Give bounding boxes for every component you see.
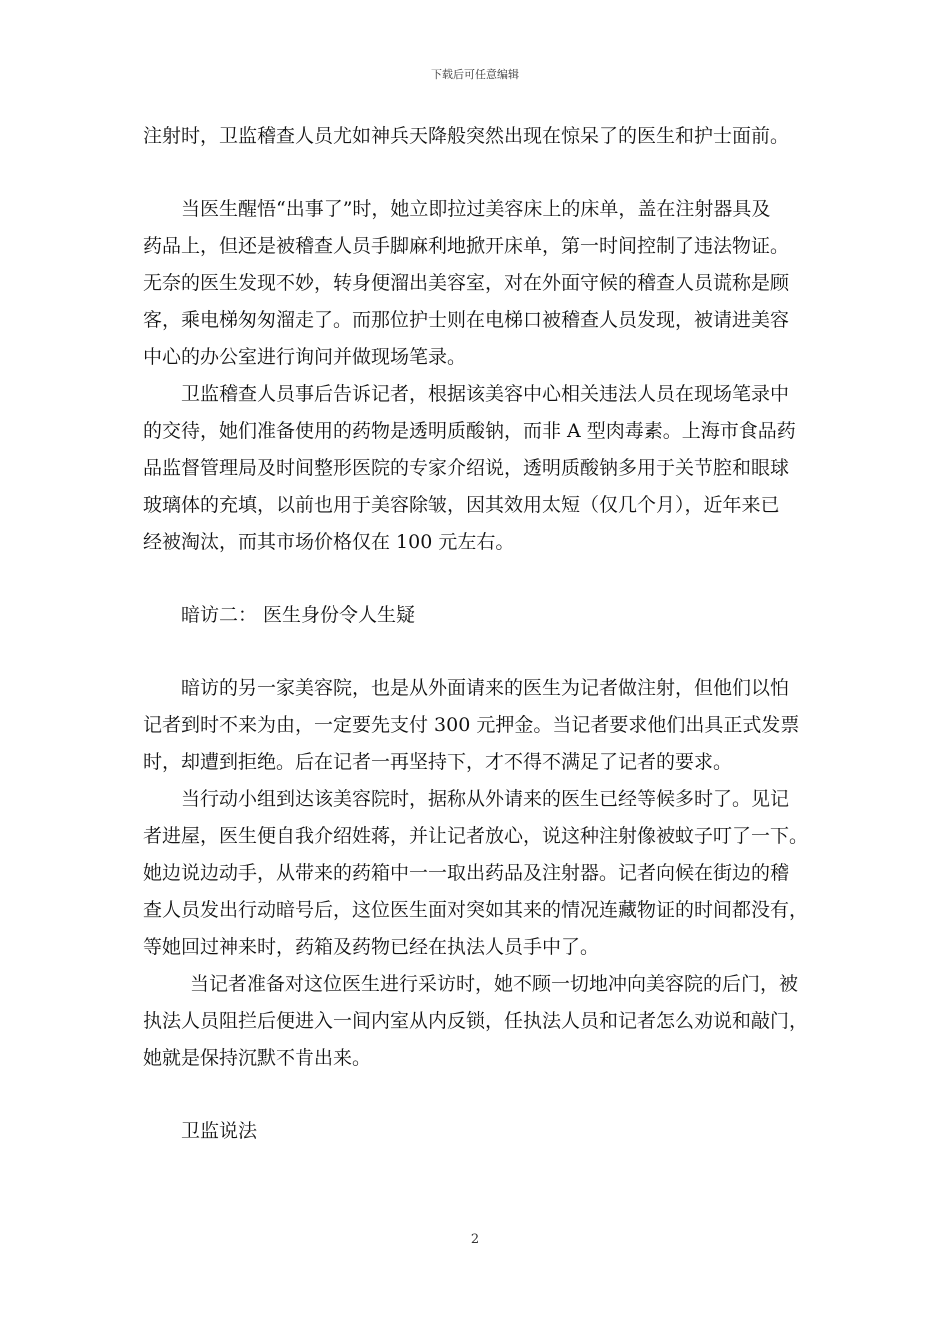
text-line: 卫监稽查人员事后告诉记者，根据该美容中心相关违法人员在现场笔录中 <box>181 383 790 405</box>
text-line: 当医生醒悟“出事了”时，她立即拉过美容床上的床单，盖在注射器具及 <box>181 198 771 220</box>
text-line: 中心的办公室进行询问并做现场笔录。 <box>143 346 467 368</box>
text-line: 当记者准备对这位医生进行采访时，她不顾一切地冲向美容院的后门，被 <box>190 973 799 995</box>
text-line: 查人员发出行动暗号后，这位医生面对突如其来的情况连藏物证的时间都没有， <box>143 899 809 921</box>
text-line: 时，却遭到拒绝。后在记者一再坚持下，才不得不满足了记者的要求。 <box>143 751 733 773</box>
section-heading-2: 卫监说法 <box>181 1120 258 1142</box>
paragraph-2 <box>143 191 809 376</box>
text-line: 她边说边动手，从带来的药箱中一一取出药品及注射器。记者向候在街边的稽 <box>143 862 790 884</box>
text-line: 等她回过神来时，药箱及药物已经在执法人员手中了。 <box>143 936 600 958</box>
text-line: 她就是保持沉默不肯出来。 <box>143 1047 372 1069</box>
text-line: 的交待，她们准备使用的药物是透明质酸钠，而非 A 型肉毒素。上海市食品药 <box>143 420 796 442</box>
paragraph-3 <box>143 376 809 561</box>
section-heading-1: 暗访二： 医生身份令人生疑 <box>181 604 416 626</box>
text-line: 品监督管理局及时间整形医院的专家介绍说，透明质酸钠多用于关节腔和眼球 <box>143 457 790 479</box>
text-line: 经被淘汰，而其市场价格仅在 100 元左右。 <box>143 531 515 553</box>
text-line: 执法人员阻拦后便进入一间内室从内反锁，任执法人员和记者怎么劝说和敲门， <box>143 1010 809 1032</box>
text-line: 客，乘电梯匆匆溜走了。而那位护士则在电梯口被稽查人员发现，被请进美容 <box>143 309 790 331</box>
paragraph-5 <box>143 781 809 966</box>
text-line: 记者到时不来为由，一定要先支付 300 元押金。当记者要求他们出具正式发票 <box>143 714 800 736</box>
paragraph-4 <box>143 670 809 781</box>
page-number: 2 <box>470 1232 480 1247</box>
text-line: 无奈的医生发现不妙，转身便溜出美容室，对在外面守候的稽查人员谎称是顾 <box>143 272 790 294</box>
paragraph-6 <box>143 966 809 1077</box>
text-line: 玻璃体的充填，以前也用于美容除皱，因其效用太短（仅几个月），近年来已 <box>143 494 780 516</box>
paragraph-1 <box>143 118 809 155</box>
page-header: 下载后可任意编辑 <box>431 68 519 81</box>
text-line: 注射时，卫监稽查人员尤如神兵天降般突然出现在惊呆了的医生和护士面前。 <box>143 125 790 147</box>
text-line: 当行动小组到达该美容院时，据称从外请来的医生已经等候多时了。见记 <box>181 788 790 810</box>
text-line: 药品上，但还是被稽查人员手脚麻利地掀开床单，第一时间控制了违法物证。 <box>143 235 790 257</box>
document-body <box>143 118 809 1150</box>
text-line: 暗访的另一家美容院，也是从外面请来的医生为记者做注射，但他们以怕 <box>181 677 790 699</box>
text-line: 者进屋，医生便自我介绍姓蒋，并让记者放心，说这种注射像被蚊子叮了一下。 <box>143 825 809 847</box>
